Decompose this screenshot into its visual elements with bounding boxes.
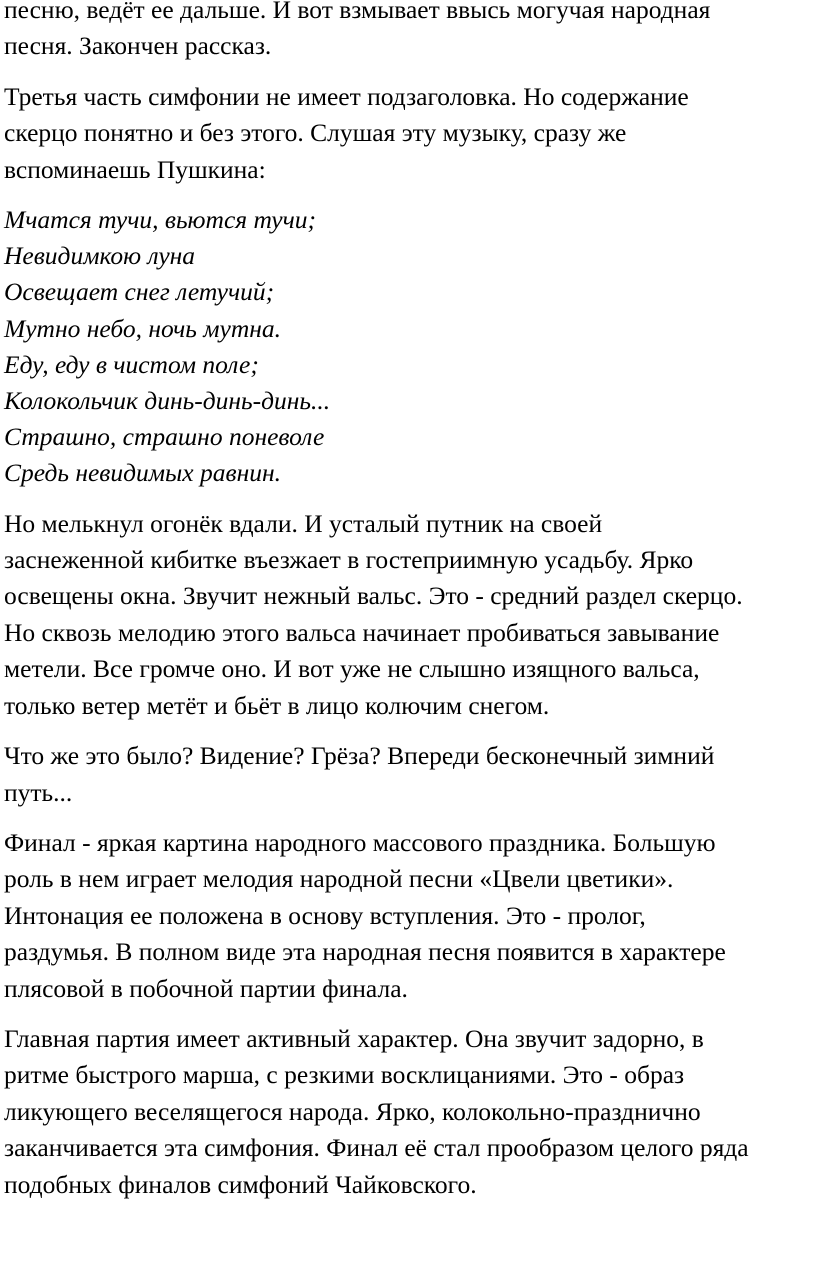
text-line: Главная партия имеет активный характер. Она звучит задорно, в bbox=[4, 1023, 704, 1053]
text-line: Но мелькнул огонёк вдали. И усталый путник на своей bbox=[4, 508, 603, 538]
paragraph-main-theme bbox=[0, 1021, 816, 1203]
poem-line: Освещает снег летучий; bbox=[4, 277, 275, 307]
text-line: подобных финалов симфоний Чайковского. bbox=[4, 1169, 477, 1199]
text-line: плясовой в побочной партии финала. bbox=[4, 973, 408, 1003]
poem-line: Мчатся тучи, вьются тучи; bbox=[4, 205, 317, 235]
text-line: только ветер метёт и бьёт в лицо колючим снегом. bbox=[4, 690, 550, 720]
poem-line: Еду, еду в чистом поле; bbox=[4, 349, 259, 379]
poem-pushkin bbox=[0, 202, 816, 492]
text-line: Что же это было? Видение? Грёза? Впереди бесконечный зимний bbox=[4, 741, 715, 771]
text-line: ритме быстрого марша, с резкими восклицаниями. Это - образ bbox=[4, 1060, 685, 1090]
text-line: скерцо понятно и без этого. Слушая эту музыку, сразу же bbox=[4, 118, 627, 148]
paragraph-song-ending bbox=[0, 0, 816, 65]
text-line: путь... bbox=[4, 777, 73, 807]
text-line: песню, ведёт ее дальше. И вот взмывает ввысь могучая народная bbox=[4, 0, 711, 24]
text-line: Интонация ее положена в основу вступления. Это - пролог, bbox=[4, 900, 646, 930]
poem-line: Невидимкою луна bbox=[4, 241, 196, 271]
text-line: песня. Закончен рассказ. bbox=[4, 31, 272, 61]
text-line: освещены окна. Звучит нежный вальс. Это - средний раздел скерцо. bbox=[4, 581, 743, 611]
paragraph-vision bbox=[0, 738, 816, 811]
text-line: Третья часть симфонии не имеет подзаголовка. Но содержание bbox=[4, 81, 689, 111]
poem-line: Страшно, страшно поневоле bbox=[4, 422, 325, 452]
text-line: заснеженной кибитке въезжает в гостеприимную усадьбу. Ярко bbox=[4, 545, 694, 575]
paragraph-third-movement bbox=[0, 79, 816, 188]
text-line: ликующего веселящегося народа. Ярко, колокольно-празднично bbox=[4, 1096, 701, 1126]
paragraph-finale bbox=[0, 825, 816, 1007]
text-line: раздумья. В полном виде эта народная песня появится в характере bbox=[4, 937, 726, 967]
text-line: Но сквозь мелодию этого вальса начинает пробиваться завывание bbox=[4, 617, 720, 647]
text-line: Финал - яркая картина народного массового праздника. Большую bbox=[4, 827, 716, 857]
poem-line: Мутно небо, ночь мутна. bbox=[4, 313, 282, 343]
poem-line: Средь невидимых равнин. bbox=[4, 458, 281, 488]
text-line: вспоминаешь Пушкина: bbox=[4, 154, 266, 184]
text-line: роль в нем играет мелодия народной песни «Цвели цветики». bbox=[4, 864, 674, 894]
text-line: метели. Все громче оно. И вот уже не слышно изящного вальса, bbox=[4, 654, 700, 684]
paragraph-waltz bbox=[0, 506, 816, 724]
poem-line: Колокольчик динь-динь-динь... bbox=[4, 386, 331, 416]
text-line: заканчивается эта симфония. Финал её стал прообразом целого ряда bbox=[4, 1133, 749, 1163]
